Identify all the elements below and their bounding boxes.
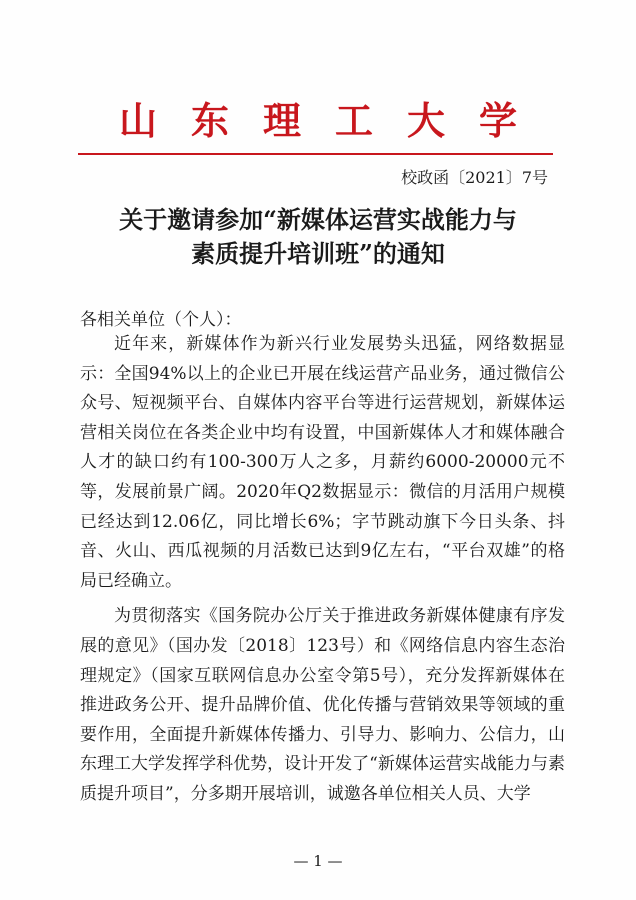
salutation: 各相关单位（个人）：	[80, 310, 242, 330]
document-number: 校政函〔2021〕7号	[401, 168, 548, 187]
page-number: — 1 —	[293, 852, 343, 870]
body-paragraph-2: 为贯彻落实《国务院办公厅关于推进政务新媒体健康有序发展的意见》（国办发〔2018〕123号）和《网络信息内容生态治理规定》（国家互联网信息办公室令第5号），充分发挥新媒体在推进政务公开、提升品牌价值、优化传播与营销效果等领域的重要作用，全面提升新媒体传播力、引导力、影响力、公信力，山东理工大学发挥学科优势，设计开发了“新媒体运营实战能力与素质提升项目”，分多期开展培训，诚邀各单位相关人员、大学	[80, 606, 565, 804]
notice-title-line-1: 关于邀请参加“新媒体运营实战能力与	[119, 205, 517, 234]
body-text	[80, 330, 565, 810]
body-paragraph-1: 近年来，新媒体作为新兴行业发展势头迅猛，网络数据显示：全国94%以上的企业已开展在线运营产品业务，通过微信公众号、短视频平台、自媒体内容平台等进行运营规划，新媒体运营相关岗位在各类企业中均有设置，中国新媒体人才和媒体融合人才的缺口约有100-300万人之多，月薪约6000-20000元不等，发展前景广阔。2020年Q2数据显示：微信的月活用户规模已经达到12.06亿，同比增长6%；字节跳动旗下今日头条、抖音、火山、西瓜视频的月活数已达到9亿左右，“平台双雄”的格局已经确立。	[80, 334, 565, 591]
notice-title	[0, 203, 636, 271]
university-masthead: 山东理工大学	[118, 98, 551, 143]
red-header-rule	[78, 153, 553, 155]
notice-title-line-2: 素质提升培训班”的通知	[191, 239, 445, 268]
